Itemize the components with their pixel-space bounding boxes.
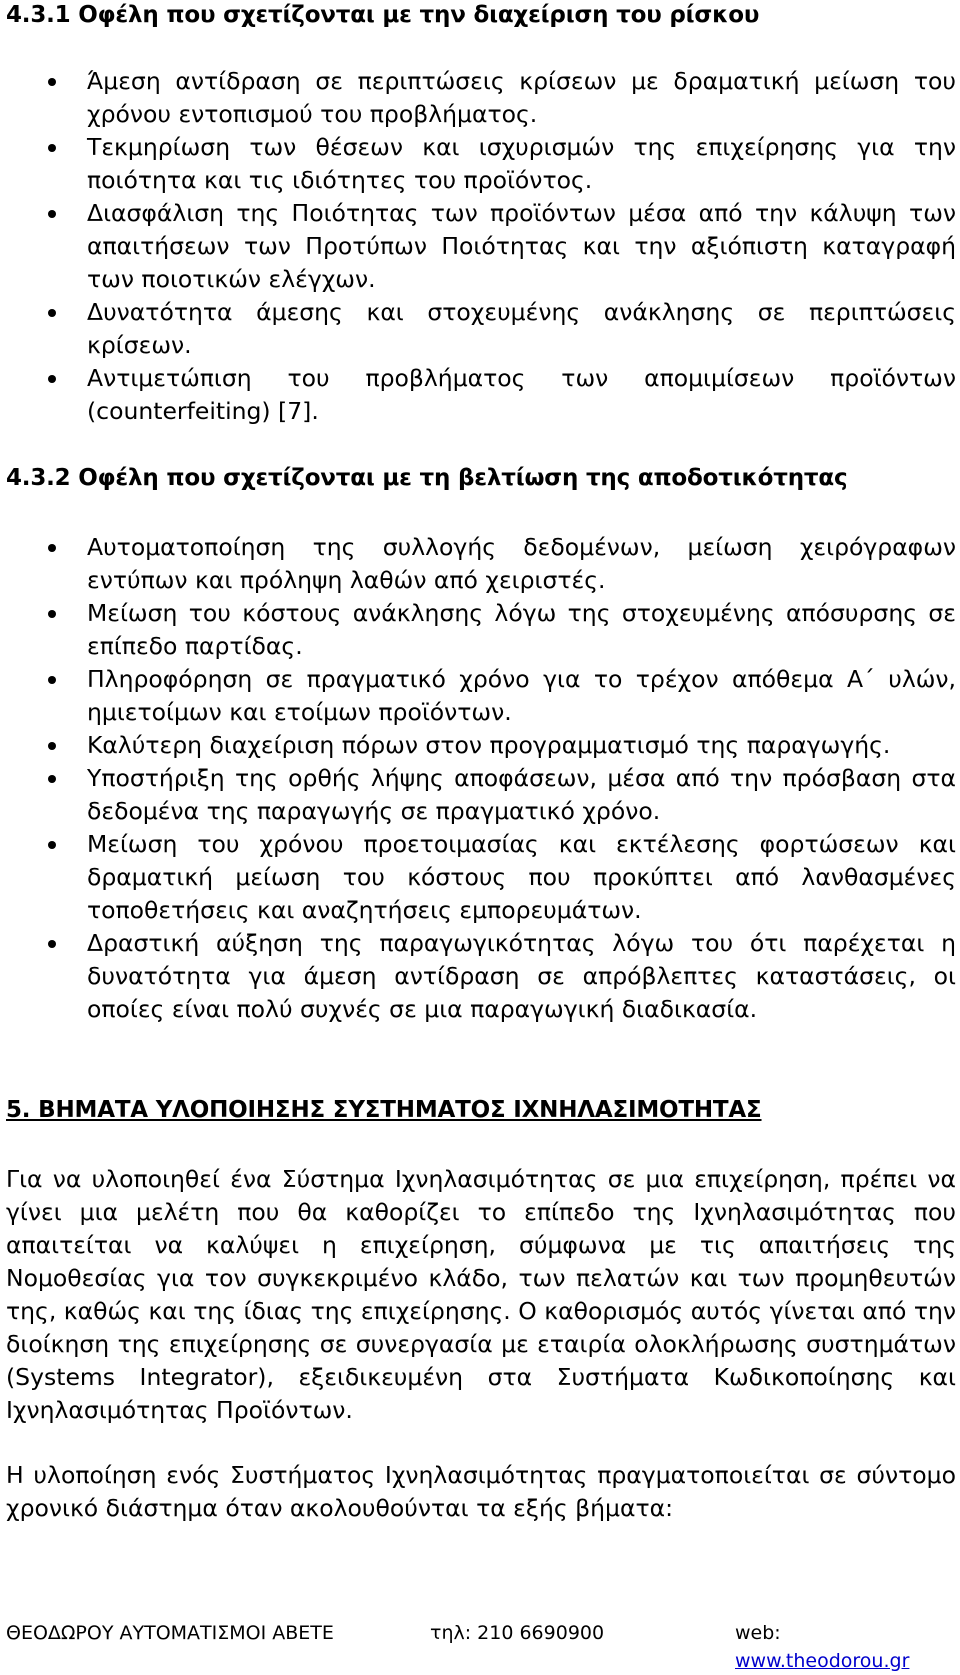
- section-432-heading: 4.3.2 Οφέλη που σχετίζονται με τη βελτίωση της αποδοτικότητας: [6, 465, 848, 491]
- footer-web-link[interactable]: www.theodorou.gr: [735, 1650, 910, 1672]
- bullet-icon: [48, 544, 56, 552]
- list-item: Μείωση του χρόνου προετοιμασίας και εκτέλεσης φορτώσεων και δραματική μείωση του κόστους που προκύπτει από λανθασμένες τοποθετήσεις και αναζητήσεις εμπορευμάτων.: [6, 828, 956, 927]
- bullet-icon: [48, 742, 56, 750]
- page-footer: [6, 1619, 956, 1672]
- bullet-icon: [48, 210, 56, 218]
- bullet-icon: [48, 676, 56, 684]
- section-431-list: [6, 65, 956, 428]
- list-item: Μείωση του κόστους ανάκλησης λόγω της στοχευμένης απόσυρσης σε επίπεδο παρτίδας.: [6, 597, 956, 663]
- bullet-icon: [48, 940, 56, 948]
- list-item: Διασφάλιση της Ποιότητας των προϊόντων μέσα από την κάλυψη των απαιτήσεων των Προτύπων Ποιότητας και την αξιόπιστη καταγραφή των ποιοτικών ελέγχων.: [6, 197, 956, 296]
- bullet-icon: [48, 610, 56, 618]
- footer-web-label: web:: [735, 1622, 781, 1644]
- list-item: Υποστήριξη της ορθής λήψης αποφάσεων, μέσα από την πρόσβαση στα δεδομένα της παραγωγής σε πραγματικό χρόνο.: [6, 762, 956, 828]
- list-item: Αυτοματοποίηση της συλλογής δεδομένων, μείωση χειρόγραφων εντύπων και πρόληψη λαθών από χειριστές.: [6, 531, 956, 597]
- list-item: Δυνατότητα άμεσης και στοχευμένης ανάκλησης σε περιπτώσεις κρίσεων.: [6, 296, 956, 362]
- footer-company: ΘΕΟΔΩΡΟΥ ΑΥΤΟΜΑΤΙΣΜΟΙ ΑΒΕΤΕ: [6, 1622, 334, 1644]
- list-item: Αντιμετώπιση του προβλήματος των απομιμίσεων προϊόντων (counterfeiting) [7].: [6, 362, 956, 428]
- bullet-icon: [48, 144, 56, 152]
- list-item: Άμεση αντίδραση σε περιπτώσεις κρίσεων με δραματική μείωση του χρόνου εντοπισμού του προβλήματος.: [6, 65, 956, 131]
- bullet-icon: [48, 775, 56, 783]
- list-item: Πληροφόρηση σε πραγματικό χρόνο για το τρέχον απόθεμα Α΄ υλών, ημιετοίμων και ετοίμων προϊόντων.: [6, 663, 956, 729]
- list-item: Καλύτερη διαχείριση πόρων στον προγραμματισμό της παραγωγής.: [6, 729, 956, 762]
- section-432-list: [6, 531, 956, 1026]
- list-item: Τεκμηρίωση των θέσεων και ισχυρισμών της επιχείρησης για την ποιότητα και τις ιδιότητες του προϊόντος.: [6, 131, 956, 197]
- bullet-icon: [48, 841, 56, 849]
- list-item: Δραστική αύξηση της παραγωγικότητας λόγω του ότι παρέχεται η δυνατότητα για άμεση αντίδραση σε απρόβλεπτες καταστάσεις, οι οποίες είναι πολύ συχνές σε μια παραγωγική διαδικασία.: [6, 927, 956, 1026]
- section-5-heading: 5. ΒΗΜΑΤΑ ΥΛΟΠΟΙΗΣΗΣ ΣΥΣΤΗΜΑΤΟΣ ΙΧΝΗΛΑΣΙΜΟΤΗΤΑΣ: [6, 1097, 762, 1123]
- footer-phone: τηλ: 210 6690900: [430, 1622, 605, 1644]
- section-5-paragraph-2: Η υλοποίηση ενός Συστήματος Ιχνηλασιμότητας πραγματοποιείται σε σύντομο χρονικό διάστημα όταν ακολουθούνται τα εξής βήματα:: [6, 1461, 956, 1522]
- bullet-icon: [48, 78, 56, 86]
- footer-web: [735, 1619, 956, 1675]
- section-431-heading: 4.3.1 Οφέλη που σχετίζονται με την διαχείριση του ρίσκου: [6, 2, 760, 28]
- bullet-icon: [48, 309, 56, 317]
- bullet-icon: [48, 375, 56, 383]
- section-5-paragraph-1: Για να υλοποιηθεί ένα Σύστημα Ιχνηλασιμότητας σε μια επιχείρηση, πρέπει να γίνει μια μελέτη που θα καθορίζει το επίπεδο της Ιχνηλασιμότητας που απαιτείται να καλύψει η επιχείρηση, σύμφωνα με τις απαιτήσεις της Νομοθεσίας για τον συγκεκριμένο κλάδο, των πελατών και των προμηθευτών της, καθώς και της ίδιας της επιχείρησης. Ο καθορισμός αυτός γίνεται από την διοίκηση της επιχείρησης σε συνεργασία με εταιρία ολοκλήρωσης συστημάτων (Systems Integrator), εξειδικευμένη στα Συστήματα Κωδικοποίησης και Ιχνηλασιμότητας Προϊόντων.: [6, 1165, 956, 1424]
